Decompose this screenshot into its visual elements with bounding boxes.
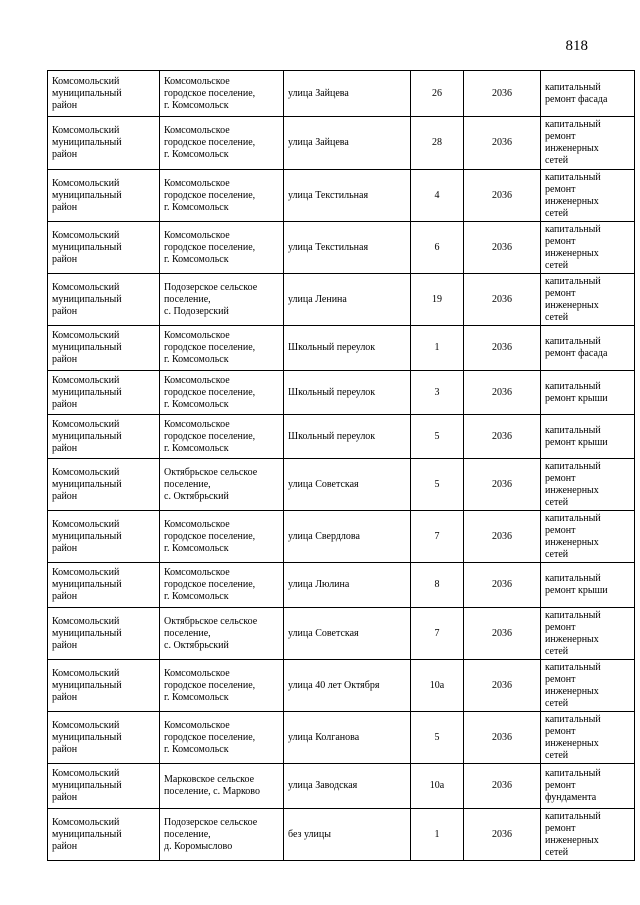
table-row [48, 809, 635, 861]
district-cell: Комсомольский муниципальный район [48, 563, 160, 608]
district-cell: Комсомольский муниципальный район [48, 809, 160, 861]
work-type-cell: капитальный ремонт инженерных сетей [541, 809, 635, 861]
house-number-cell: 10а [411, 660, 464, 712]
work-type-cell: капитальный ремонт крыши [541, 563, 635, 608]
street-cell: улица 40 лет Октября [284, 660, 411, 712]
street-cell: Школьный переулок [284, 415, 411, 459]
year-cell: 2036 [464, 117, 541, 170]
district-cell: Комсомольский муниципальный район [48, 764, 160, 809]
year-cell: 2036 [464, 660, 541, 712]
district-cell: Комсомольский муниципальный район [48, 511, 160, 563]
house-number-cell: 19 [411, 274, 464, 326]
settlement-cell: Комсомольское городское поселение, г. Комсомольск [160, 371, 284, 415]
street-cell: Школьный переулок [284, 371, 411, 415]
settlement-cell: Комсомольское городское поселение, г. Комсомольск [160, 170, 284, 222]
year-cell: 2036 [464, 222, 541, 274]
house-number-cell: 4 [411, 170, 464, 222]
table-row [48, 563, 635, 608]
table-row [48, 326, 635, 371]
year-cell: 2036 [464, 764, 541, 809]
table-row [48, 415, 635, 459]
district-cell: Комсомольский муниципальный район [48, 459, 160, 511]
house-number-cell: 5 [411, 459, 464, 511]
settlement-cell: Комсомольское городское поселение, г. Комсомольск [160, 660, 284, 712]
street-cell: улица Советская [284, 608, 411, 660]
work-type-cell: капитальный ремонт инженерных сетей [541, 660, 635, 712]
table-row [48, 274, 635, 326]
street-cell: без улицы [284, 809, 411, 861]
settlement-cell: Марковское сельское поселение, с. Марково [160, 764, 284, 809]
district-cell: Комсомольский муниципальный район [48, 117, 160, 170]
year-cell: 2036 [464, 371, 541, 415]
work-type-cell: капитальный ремонт крыши [541, 371, 635, 415]
year-cell: 2036 [464, 71, 541, 117]
house-number-cell: 10а [411, 764, 464, 809]
repair-schedule-table [47, 70, 635, 861]
district-cell: Комсомольский муниципальный район [48, 170, 160, 222]
house-number-cell: 5 [411, 712, 464, 764]
table-row [48, 511, 635, 563]
house-number-cell: 1 [411, 326, 464, 371]
work-type-cell: капитальный ремонт инженерных сетей [541, 459, 635, 511]
work-type-cell: капитальный ремонт инженерных сетей [541, 274, 635, 326]
work-type-cell: капитальный ремонт крыши [541, 415, 635, 459]
house-number-cell: 7 [411, 511, 464, 563]
settlement-cell: Комсомольское городское поселение, г. Комсомольск [160, 222, 284, 274]
street-cell: Школьный переулок [284, 326, 411, 371]
district-cell: Комсомольский муниципальный район [48, 71, 160, 117]
year-cell: 2036 [464, 712, 541, 764]
work-type-cell: капитальный ремонт инженерных сетей [541, 170, 635, 222]
settlement-cell: Комсомольское городское поселение, г. Комсомольск [160, 415, 284, 459]
district-cell: Комсомольский муниципальный район [48, 371, 160, 415]
district-cell: Комсомольский муниципальный район [48, 608, 160, 660]
settlement-cell: Подозерское сельское поселение, д. Коромыслово [160, 809, 284, 861]
settlement-cell: Подозерское сельское поселение, с. Подозерский [160, 274, 284, 326]
house-number-cell: 8 [411, 563, 464, 608]
house-number-cell: 26 [411, 71, 464, 117]
settlement-cell: Комсомольское городское поселение, г. Комсомольск [160, 511, 284, 563]
street-cell: улица Люлина [284, 563, 411, 608]
work-type-cell: капитальный ремонт фасада [541, 326, 635, 371]
work-type-cell: капитальный ремонт инженерных сетей [541, 511, 635, 563]
street-cell: улица Колганова [284, 712, 411, 764]
table-row [48, 459, 635, 511]
work-type-cell: капитальный ремонт инженерных сетей [541, 608, 635, 660]
street-cell: улица Текстильная [284, 170, 411, 222]
settlement-cell: Комсомольское городское поселение, г. Комсомольск [160, 117, 284, 170]
house-number-cell: 7 [411, 608, 464, 660]
table-row [48, 712, 635, 764]
street-cell: улица Советская [284, 459, 411, 511]
district-cell: Комсомольский муниципальный район [48, 660, 160, 712]
house-number-cell: 3 [411, 371, 464, 415]
district-cell: Комсомольский муниципальный район [48, 274, 160, 326]
page-number: 818 [565, 38, 588, 54]
work-type-cell: капитальный ремонт инженерных сетей [541, 222, 635, 274]
house-number-cell: 6 [411, 222, 464, 274]
settlement-cell: Комсомольское городское поселение, г. Комсомольск [160, 326, 284, 371]
year-cell: 2036 [464, 326, 541, 371]
settlement-cell: Комсомольское городское поселение, г. Комсомольск [160, 71, 284, 117]
settlement-cell: Комсомольское городское поселение, г. Комсомольск [160, 563, 284, 608]
table-row [48, 660, 635, 712]
year-cell: 2036 [464, 809, 541, 861]
table-row [48, 371, 635, 415]
year-cell: 2036 [464, 170, 541, 222]
settlement-cell: Октябрьское сельское поселение, с. Октябрьский [160, 608, 284, 660]
year-cell: 2036 [464, 415, 541, 459]
work-type-cell: капитальный ремонт инженерных сетей [541, 117, 635, 170]
table-row [48, 608, 635, 660]
table-row [48, 170, 635, 222]
settlement-cell: Комсомольское городское поселение, г. Комсомольск [160, 712, 284, 764]
year-cell: 2036 [464, 608, 541, 660]
year-cell: 2036 [464, 511, 541, 563]
street-cell: улица Зайцева [284, 71, 411, 117]
work-type-cell: капитальный ремонт инженерных сетей [541, 712, 635, 764]
street-cell: улица Текстильная [284, 222, 411, 274]
table-row [48, 71, 635, 117]
table-row [48, 117, 635, 170]
year-cell: 2036 [464, 563, 541, 608]
district-cell: Комсомольский муниципальный район [48, 222, 160, 274]
table-row [48, 764, 635, 809]
work-type-cell: капитальный ремонт фасада [541, 71, 635, 117]
house-number-cell: 5 [411, 415, 464, 459]
table-row [48, 222, 635, 274]
street-cell: улица Зайцева [284, 117, 411, 170]
work-type-cell: капитальный ремонт фундамента [541, 764, 635, 809]
table-body [48, 71, 635, 861]
district-cell: Комсомольский муниципальный район [48, 326, 160, 371]
house-number-cell: 1 [411, 809, 464, 861]
year-cell: 2036 [464, 274, 541, 326]
year-cell: 2036 [464, 459, 541, 511]
street-cell: улица Ленина [284, 274, 411, 326]
district-cell: Комсомольский муниципальный район [48, 712, 160, 764]
street-cell: улица Заводская [284, 764, 411, 809]
district-cell: Комсомольский муниципальный район [48, 415, 160, 459]
settlement-cell: Октябрьское сельское поселение, с. Октябрьский [160, 459, 284, 511]
street-cell: улица Свердлова [284, 511, 411, 563]
house-number-cell: 28 [411, 117, 464, 170]
